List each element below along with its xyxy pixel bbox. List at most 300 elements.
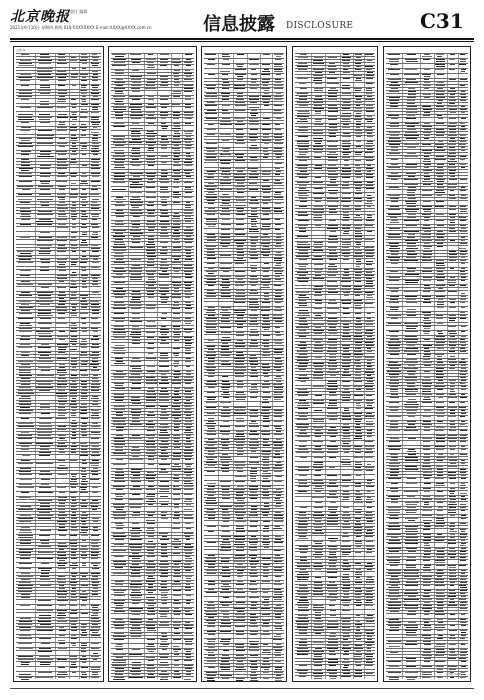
table-cell-text (185, 96, 191, 97)
table-cell-text (327, 256, 338, 257)
table-cell-text (299, 83, 306, 84)
table-cell-text (205, 105, 217, 106)
table-cell-text (327, 141, 338, 142)
table-cell-text (146, 441, 155, 442)
table-cell-text (173, 159, 180, 160)
table-cell-text (115, 233, 123, 234)
table-cell-text (114, 397, 124, 398)
table-cell-text (237, 183, 244, 184)
table-cell-text (173, 494, 180, 495)
table-cell-text (250, 410, 258, 411)
table-cell-text (37, 438, 53, 439)
table-cell-text (132, 570, 140, 571)
table-cell-text (58, 415, 65, 416)
table-cell-text (262, 589, 270, 590)
table-cell-text (208, 555, 215, 556)
table-cell-text (315, 395, 322, 396)
table-cell-text (249, 231, 259, 232)
table-cell-text (173, 326, 180, 327)
table-row-rule (204, 306, 284, 307)
table-cell-text (236, 200, 245, 201)
table-cell-text (172, 128, 181, 129)
table-cell-text (146, 112, 155, 113)
table-cell-text (41, 570, 50, 571)
table-cell-text (264, 105, 269, 106)
table-cell-text (58, 410, 66, 411)
table-cell-text (274, 285, 281, 286)
table-cell-text (207, 171, 216, 172)
table-cell-text (172, 406, 180, 407)
table-cell-text (355, 174, 362, 175)
table-cell-text (115, 478, 124, 479)
table-cell-text (161, 512, 167, 513)
table-cell-text (59, 292, 65, 293)
table-cell-text (300, 171, 307, 172)
table-cell-text (38, 211, 52, 212)
table-cell-text (186, 374, 191, 375)
table-cell-text (70, 140, 78, 141)
table-cell-text (113, 654, 126, 655)
table-cell-text (131, 397, 140, 398)
table-cell-text (159, 444, 169, 445)
table-cell-text (249, 315, 258, 316)
table-cell-text (299, 105, 308, 106)
table-cell-text (71, 135, 76, 136)
table-cell-text (71, 446, 77, 447)
table-cell-text (130, 184, 143, 185)
table-row-rule (204, 284, 284, 285)
table-cell-text (18, 262, 33, 263)
table-cell-text (146, 85, 155, 86)
table-cell-text (19, 301, 31, 302)
table-cell-text (59, 189, 65, 190)
table-cell-text (342, 198, 351, 199)
table-cell-text (263, 197, 270, 198)
table-row-rule (16, 134, 101, 135)
table-cell-text (250, 157, 257, 158)
table-cell-text (355, 130, 362, 131)
table-cell-text (328, 386, 338, 387)
table-cell-text (71, 364, 77, 365)
table-cell-text (185, 308, 192, 309)
table-cell-text (82, 130, 86, 131)
table-cell-text (58, 224, 66, 225)
table-cell-text (208, 226, 215, 227)
table-cell-text (41, 370, 50, 371)
table-cell-text (355, 305, 361, 306)
table-cell-text (235, 436, 245, 437)
table-row-rule (204, 139, 284, 140)
table-cell-text (70, 130, 77, 131)
table-cell-text (147, 150, 154, 151)
table-cell-text (81, 361, 88, 362)
table-cell-text (276, 503, 281, 504)
table-cell-text (71, 558, 77, 559)
table-cell-text (299, 228, 306, 229)
table-cell-text (71, 237, 76, 238)
table-cell-text (249, 96, 259, 97)
table-cell-text (343, 443, 349, 444)
table-cell-text (342, 286, 351, 287)
table-cell-text (82, 154, 86, 155)
table-cell-text (356, 57, 361, 58)
table-cell-text (40, 471, 50, 472)
table-cell-text (206, 512, 216, 513)
table-cell-text (116, 259, 123, 260)
table-cell-text (207, 626, 215, 627)
table-cell-text (115, 400, 123, 401)
table-cell-text (115, 358, 123, 359)
table-cell-text (20, 253, 31, 254)
table-cell-text (130, 539, 142, 540)
table-cell-text (220, 124, 232, 125)
table-cell-text (235, 110, 245, 111)
table-cell-text (329, 127, 337, 128)
table-cell-text (262, 249, 270, 250)
table-cell-text (131, 597, 141, 598)
table-cell-text (298, 212, 307, 213)
table-cell-text (207, 279, 216, 280)
table-row-rule (204, 433, 284, 434)
table-cell-text (72, 219, 76, 220)
table-cell-text (221, 240, 231, 241)
table-cell-text (160, 561, 168, 562)
table-cell-text (251, 110, 257, 111)
table-cell-text (71, 232, 77, 233)
table-cell-text (71, 497, 76, 498)
table-cell-text (81, 484, 87, 485)
table-cell-text (274, 471, 282, 472)
table-cell-text (327, 389, 337, 390)
table-cell-text (185, 207, 191, 208)
table-cell-text (221, 586, 231, 587)
table-cell-text (146, 224, 156, 225)
table-cell-text (261, 509, 270, 510)
table-cell-text (235, 205, 246, 206)
table-cell-text (19, 331, 32, 332)
table-cell-text (250, 617, 258, 618)
table-cell-text (276, 644, 281, 645)
table-cell-text (20, 344, 30, 345)
table-cell-text (298, 389, 307, 390)
table-cell-text (116, 528, 123, 529)
table-cell-text (148, 660, 154, 661)
table-cell-text (236, 547, 244, 548)
table-cell-text (275, 203, 281, 204)
table-cell-text (262, 486, 271, 487)
table-cell-text (208, 584, 215, 585)
table-cell-text (355, 253, 362, 254)
table-cell-text (264, 263, 269, 264)
table-cell-text (21, 140, 30, 141)
table-cell-text (221, 462, 229, 463)
table-cell-text (173, 639, 181, 640)
table-cell-text (222, 498, 230, 499)
table-cell-text (263, 157, 268, 158)
table-cell-text (92, 227, 99, 228)
table-cell-text (184, 450, 193, 451)
table-cell-text (234, 620, 245, 621)
table-row-rule (204, 182, 284, 183)
table-cell-text (173, 499, 180, 500)
table-cell-text (80, 370, 87, 371)
table-cell-text (355, 421, 361, 422)
table-cell-text (132, 265, 140, 266)
table-cell-text (160, 221, 169, 222)
table-cell-text (274, 66, 283, 67)
table-cell-text (342, 177, 350, 178)
table-cell-text (130, 115, 143, 116)
table-cell-text (58, 154, 66, 155)
table-cell-text (173, 305, 179, 306)
table-cell-text (173, 112, 180, 113)
table-cell-text (161, 556, 168, 557)
table-cell-text (263, 192, 270, 193)
table-cell-text (264, 329, 269, 330)
table-cell-text (250, 416, 258, 417)
table-cell-text (172, 282, 181, 283)
table-cell-text (161, 581, 167, 582)
table-cell-text (263, 370, 270, 371)
table-cell-text (223, 521, 229, 522)
table-cell-text (263, 631, 269, 632)
table-cell-text (327, 308, 339, 309)
table-cell-text (222, 194, 229, 195)
table-cell-text (162, 603, 167, 604)
table-cell-text (329, 220, 336, 221)
table-cell-text (39, 418, 52, 419)
table-cell-text (367, 360, 372, 361)
table-cell-text (264, 296, 269, 297)
table-cell-text (249, 324, 258, 325)
table-cell-text (91, 112, 99, 113)
table-cell-text (223, 617, 229, 618)
table-cell-text (342, 446, 351, 447)
table-cell-text (343, 102, 350, 103)
table-cell-text (249, 293, 258, 294)
table-cell-text (315, 436, 321, 437)
table-cell-text (148, 230, 154, 231)
table-cell-text (113, 156, 125, 157)
table-cell-text (56, 323, 67, 324)
table-cell-text (262, 343, 269, 344)
table-cell-text (82, 423, 87, 424)
table-cell-text (81, 410, 87, 411)
table-cell-text (366, 78, 373, 79)
table-cell-text (147, 256, 156, 257)
table-cell-text (274, 88, 283, 89)
table-cell-text (114, 179, 124, 180)
table-row-rule (204, 563, 284, 564)
table-cell-text (148, 353, 153, 354)
table-cell-text (70, 148, 78, 149)
table-cell-text (206, 221, 217, 222)
table-cell-text (161, 294, 166, 295)
table-row-rule (204, 654, 284, 655)
table-cell-text (208, 285, 214, 286)
table-cell-text (147, 630, 156, 631)
table-cell-text (37, 240, 53, 241)
table-cell-text (91, 390, 99, 391)
table-cell-text (38, 384, 51, 385)
table-cell-text (146, 332, 155, 333)
table-cell-text (222, 576, 230, 577)
table-cell-text (19, 176, 32, 177)
table-cell-text (57, 487, 66, 488)
table-cell-text (80, 492, 88, 493)
table-cell-text (342, 157, 350, 158)
table-row-rule (204, 267, 284, 268)
table-cell-text (220, 183, 231, 184)
table-cell-text (273, 639, 282, 640)
table-cell-text (160, 182, 169, 183)
table-cell-text (343, 351, 349, 352)
table-cell-text (274, 445, 283, 446)
table-cell-text (57, 440, 67, 441)
table-cell-text (235, 102, 245, 103)
table-cell-text (81, 677, 87, 678)
table-cell-text (147, 291, 154, 292)
table-cell-text (342, 397, 350, 398)
table-cell-text (275, 512, 281, 513)
table-cell-text (90, 256, 99, 257)
table-cell-text (343, 333, 349, 334)
table-cell-text (174, 430, 179, 431)
table-cell-text (82, 101, 86, 102)
table-row-rule (204, 660, 284, 661)
table-cell-text (113, 126, 125, 127)
table-cell-text (172, 380, 181, 381)
table-cell-text (235, 394, 246, 395)
table-cell-text (299, 160, 307, 161)
table-cell-text (313, 324, 324, 325)
table-cell-text (172, 294, 181, 295)
table-cell-text (58, 509, 65, 510)
table-cell-text (235, 465, 245, 466)
table-cell-text (72, 432, 76, 433)
table-column-rule (353, 53, 354, 679)
table-cell-text (159, 366, 169, 367)
table-cell-text (221, 340, 231, 341)
table-cell-text (146, 107, 156, 108)
table-cell-text (235, 658, 246, 659)
table-cell-text (82, 77, 86, 78)
table-cell-text (262, 279, 271, 280)
table-cell-text (273, 528, 282, 529)
table-cell-text (18, 347, 32, 348)
table-cell-text (234, 439, 245, 440)
table-cell-text (342, 413, 350, 414)
table-cell-text (276, 237, 281, 238)
table-cell-text (130, 321, 142, 322)
table-cell-text (80, 127, 87, 128)
table-row-rule (204, 525, 284, 526)
table-cell-text (356, 124, 361, 125)
table-cell-text (208, 445, 214, 446)
table-cell-text (328, 324, 337, 325)
table-cell-text (236, 445, 244, 446)
table-cell-text (313, 138, 323, 139)
table-cell-text (92, 404, 98, 405)
table-cell-text (91, 307, 100, 308)
table-cell-text (81, 418, 88, 419)
table-cell-text (185, 285, 191, 286)
table-cell-text (207, 381, 216, 382)
table-cell-text (261, 252, 270, 253)
table-cell-text (56, 151, 67, 152)
table-cell-text (251, 197, 256, 198)
table-cell-text (299, 250, 308, 251)
table-cell-text (249, 121, 259, 122)
table-cell-text (131, 481, 141, 482)
table-cell-text (365, 152, 373, 153)
table-cell-text (356, 146, 361, 147)
table-cell-text (160, 192, 169, 193)
table-cell-text (342, 143, 351, 144)
table-cell-text (57, 259, 67, 260)
table-cell-text (208, 174, 214, 175)
table-cell-text (58, 597, 66, 598)
table-cell-text (71, 189, 77, 190)
table-cell-text (185, 107, 191, 108)
table-cell-text (57, 63, 67, 64)
table-row-rule (204, 191, 284, 192)
table-cell-text (40, 404, 50, 405)
table-cell-text (19, 90, 32, 91)
table-cell-text (59, 270, 66, 271)
table-cell-text (329, 395, 337, 396)
table-cell-text (147, 550, 154, 551)
table-cell-text (147, 677, 155, 678)
table-cell-text (184, 489, 193, 490)
table-cell-text (237, 581, 243, 582)
table-cell-text (115, 56, 124, 57)
disclosure-table-block-3 (201, 46, 287, 682)
table-cell-text (82, 287, 87, 288)
table-cell-text (57, 384, 67, 385)
table-cell-text (81, 613, 88, 614)
table-cell-text (21, 292, 30, 293)
table-cell-text (298, 408, 308, 409)
table-cell-text (58, 443, 65, 444)
table-cell-text (354, 400, 362, 401)
table-cell-text (81, 515, 88, 516)
table-cell-text (147, 73, 156, 74)
table-row-rule (204, 339, 284, 340)
table-cell-text (237, 121, 243, 122)
table-cell-text (263, 180, 269, 181)
table-cell-text (132, 415, 140, 416)
table-cell-text (20, 407, 30, 408)
table-cell-text (297, 419, 308, 420)
table-cell-text (355, 165, 360, 166)
table-cell-text (262, 410, 269, 411)
table-cell-text (237, 451, 244, 452)
table-cell-text (91, 224, 98, 225)
table-cell-text (264, 547, 269, 548)
table-cell-text (367, 436, 372, 437)
table-row-rule (204, 604, 284, 605)
table-cell-text (263, 148, 268, 149)
table-cell-text (81, 194, 87, 195)
table-cell-text (41, 563, 49, 564)
table-cell-text (132, 600, 141, 601)
table-cell-text (366, 174, 373, 175)
table-cell-text (276, 431, 281, 432)
table-cell-text (40, 407, 50, 408)
table-row-rule (111, 169, 194, 170)
table-cell-text (222, 287, 229, 288)
